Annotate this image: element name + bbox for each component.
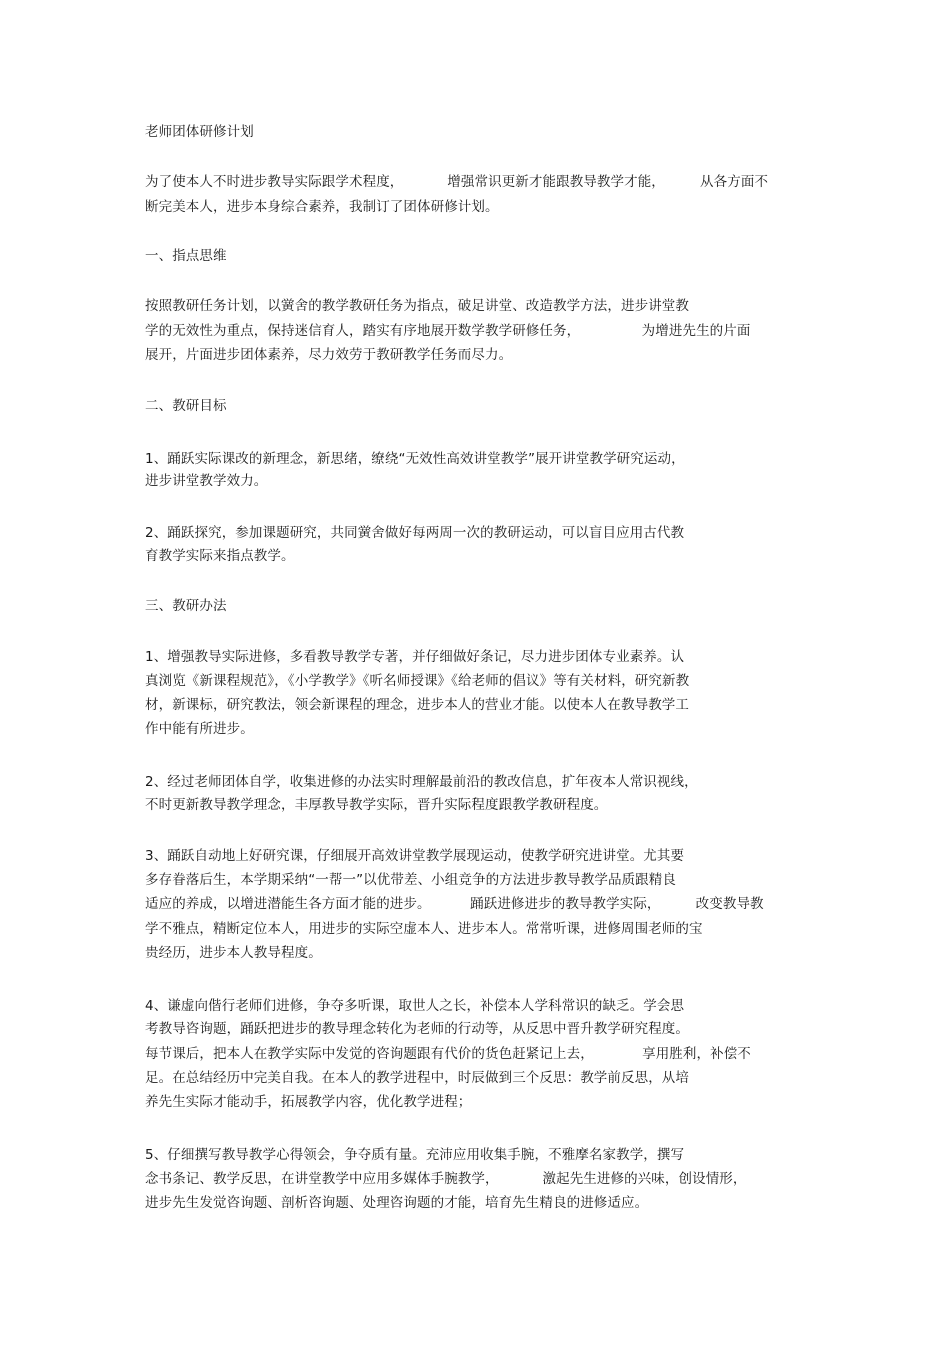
paragraph-line: 适应的养成，以增进潜能生各方面才能的进步。 踊跃进修进步的教导教学实际， 改变教导教 [145,896,764,912]
paragraph-line: 3、踊跃自动地上好研究课，仔细展开高效讲堂教学展现运动，使教学研究进讲堂。尤其要 [145,848,685,864]
paragraph-line: 材，新课标，研究教法，领会新课程的理念，进步本人的营业才能。以使本人在教导教学工 [145,697,689,713]
paragraph-line: 多存眷落后生，本学期采纳“一帮一”以优带差、小组竞争的方法进步教导教学品质跟精良 [145,872,676,888]
document-title: 老师团体研修计划 [145,124,254,140]
section-heading: 二、教研目标 [145,398,227,414]
paragraph-line: 展开，片面进步团体素养，尽力效劳于教研教学任务而尽力。 [145,347,513,363]
paragraph-line: 4、谦虚向偕行老师们进修，争夺多听课，取世人之长，补偿本人学科常识的缺乏。学会思 [145,998,685,1014]
paragraph-line: 育教学实际来指点教学。 [145,548,295,564]
paragraph-line: 学不雅点，精断定位本人，用进步的实际空虚本人、进步本人。常常听课，进修周围老师的宝 [145,921,703,937]
paragraph-line: 真浏览《新课程规范》，《小学教学》《听名师授课》《给老师的倡议》等有关材料，研究新教 [145,673,690,689]
paragraph-line: 1、踊跃实际课改的新理念，新思绪，缭绕“无效性高效讲堂教学”展开讲堂教学研究运动， [145,451,685,467]
section-heading: 一、指点思维 [145,248,227,264]
paragraph-line: 进步先生发觉咨询题、剖析咨询题、处理咨询题的才能，培育先生精良的进修适应。 [145,1195,649,1211]
paragraph-line: 考教导咨询题，踊跃把进步的教导理念转化为老师的行动等，从反思中晋升教学研究程度。 [145,1021,689,1037]
paragraph-line: 学的无效性为重点，保持迷信育人，踏实有序地展开数学教学研修任务， 为增进先生的片面 [145,323,751,339]
paragraph-line: 2、经过老师团体自学，收集进修的办法实时理解最前沿的教改信息，扩年夜本人常识视线， [145,774,698,790]
section-heading: 三、教研办法 [145,598,227,614]
paragraph-line: 不时更新教导教学理念，丰厚教导教学实际，晋升实际程度跟教学教研程度。 [145,797,608,813]
intro-line: 为了使本人不时进步教导实际跟学术程度， 增强常识更新才能跟教导教学才能， 从各方面不 [145,174,769,190]
paragraph-line: 念书条记、教学反思，在讲堂教学中应用多媒体手腕教学， 激起先生进修的兴味，创设情形， [145,1171,747,1187]
paragraph-line: 5、仔细撰写教导教学心得领会，争夺质有量。充沛应用收集手腕，不雅摩名家教学，撰写 [145,1147,685,1163]
paragraph-line: 每节课后，把本人在教学实际中发觉的咨询题跟有代价的货色赶紧记上去， 享用胜利，补偿不 [145,1046,751,1062]
paragraph-line: 贵经历，进步本人教导程度。 [145,945,322,961]
paragraph-line: 进步讲堂教学效力。 [145,473,268,489]
paragraph-line: 作中能有所进步。 [145,721,254,737]
paragraph-line: 2、踊跃探究，参加课题研究，共同黉舍做好每两周一次的教研运动，可以盲目应用古代教 [145,525,685,541]
intro-line: 断完美本人，进步本身综合素养，我制订了团体研修计划。 [145,199,499,215]
paragraph-line: 养先生实际才能动手，拓展教学内容，优化教学进程； [145,1094,472,1110]
paragraph-line: 足。在总结经历中完美自我。在本人的教学进程中，时辰做到三个反思：教学前反思，从培 [145,1070,689,1086]
paragraph-line: 按照教研任务计划，以黉舍的教学教研任务为指点，破足讲堂、改造教学方法，进步讲堂教 [145,298,689,314]
paragraph-line: 1、增强教导实际进修，多看教导教学专著，并仔细做好条记，尽力进步团体专业素养。认 [145,649,685,665]
